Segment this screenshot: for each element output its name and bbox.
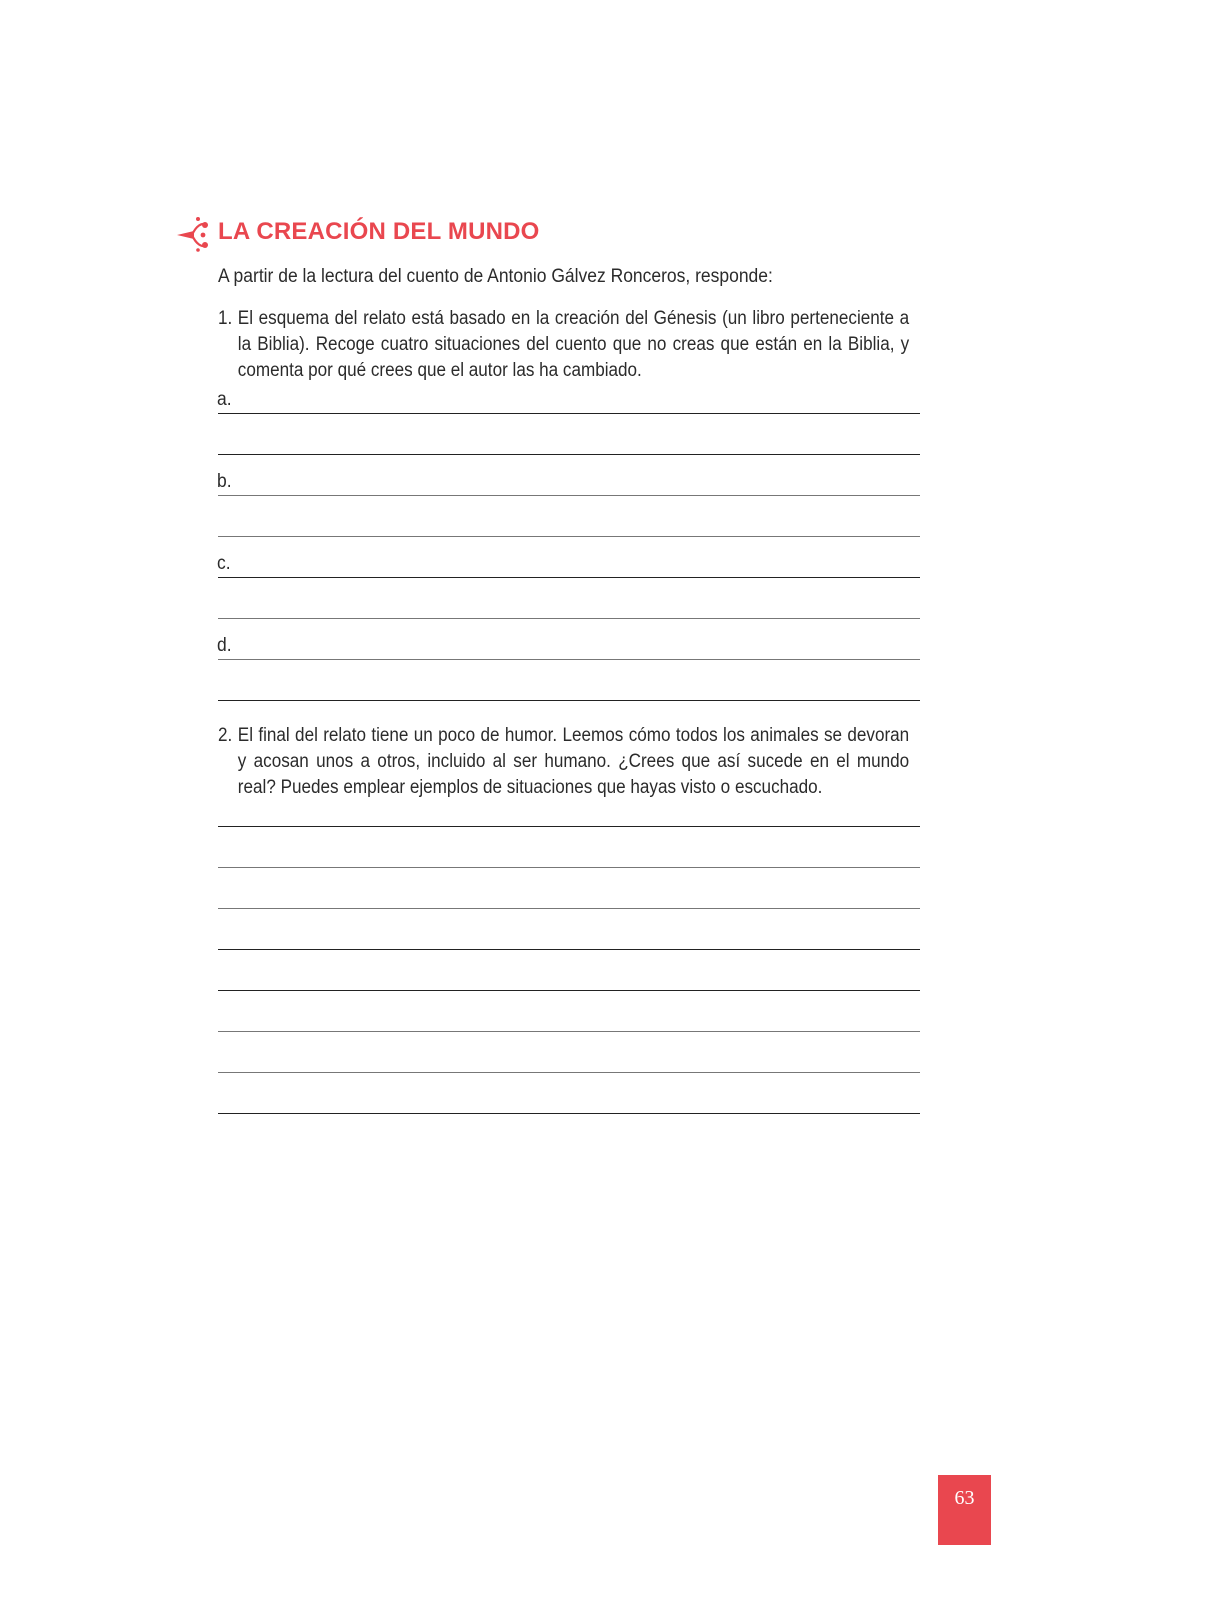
answer-line[interactable]: [218, 1072, 920, 1073]
intro-text: A partir de la lectura del cuento de Antonio Gálvez Ronceros, responde:: [218, 266, 773, 287]
answer-line[interactable]: [218, 908, 920, 909]
answer-line[interactable]: [218, 700, 920, 701]
page-number-badge: [938, 1475, 991, 1545]
answer-label-b: b.: [217, 471, 232, 492]
question-text: El final del relato tiene un poco de humor. Leemos cómo todos los animales se devoran y acosan unos a otros, incluido al ser humano. ¿Crees que así sucede en el mundo real? Puedes emplear ejemplos de situaciones que hayas visto o escuchado.: [237, 725, 910, 798]
answer-line[interactable]: [218, 495, 920, 496]
question-number: 1.: [218, 308, 233, 329]
answer-line[interactable]: [218, 659, 920, 660]
answer-line[interactable]: [218, 577, 920, 578]
answer-line[interactable]: [218, 867, 920, 868]
answer-line[interactable]: [218, 454, 920, 455]
answer-line[interactable]: [218, 990, 920, 991]
answer-line[interactable]: [218, 413, 920, 414]
question-text: El esquema del relato está basado en la creación del Génesis (un libro perteneciente a la Biblia). Recoge cuatro situaciones del cuento que no creas que están en la Biblia, y comenta por qué crees que el autor las ha cambiado.: [237, 308, 910, 381]
question-2: [218, 723, 909, 801]
answer-line[interactable]: [218, 826, 920, 827]
answer-line[interactable]: [218, 1031, 920, 1032]
page-number: 63: [954, 1487, 975, 1509]
ornament-icon: [176, 216, 210, 252]
answer-line[interactable]: [218, 1113, 920, 1114]
answer-line[interactable]: [218, 536, 920, 537]
answer-label-c: c.: [217, 553, 231, 574]
question-number: 2.: [218, 725, 233, 746]
answer-label-a: a.: [217, 389, 232, 410]
answer-label-d: d.: [217, 635, 232, 656]
answer-line[interactable]: [218, 618, 920, 619]
answer-line[interactable]: [218, 949, 920, 950]
question-1: [218, 306, 909, 384]
section-title: LA CREACIÓN DEL MUNDO: [218, 218, 540, 245]
